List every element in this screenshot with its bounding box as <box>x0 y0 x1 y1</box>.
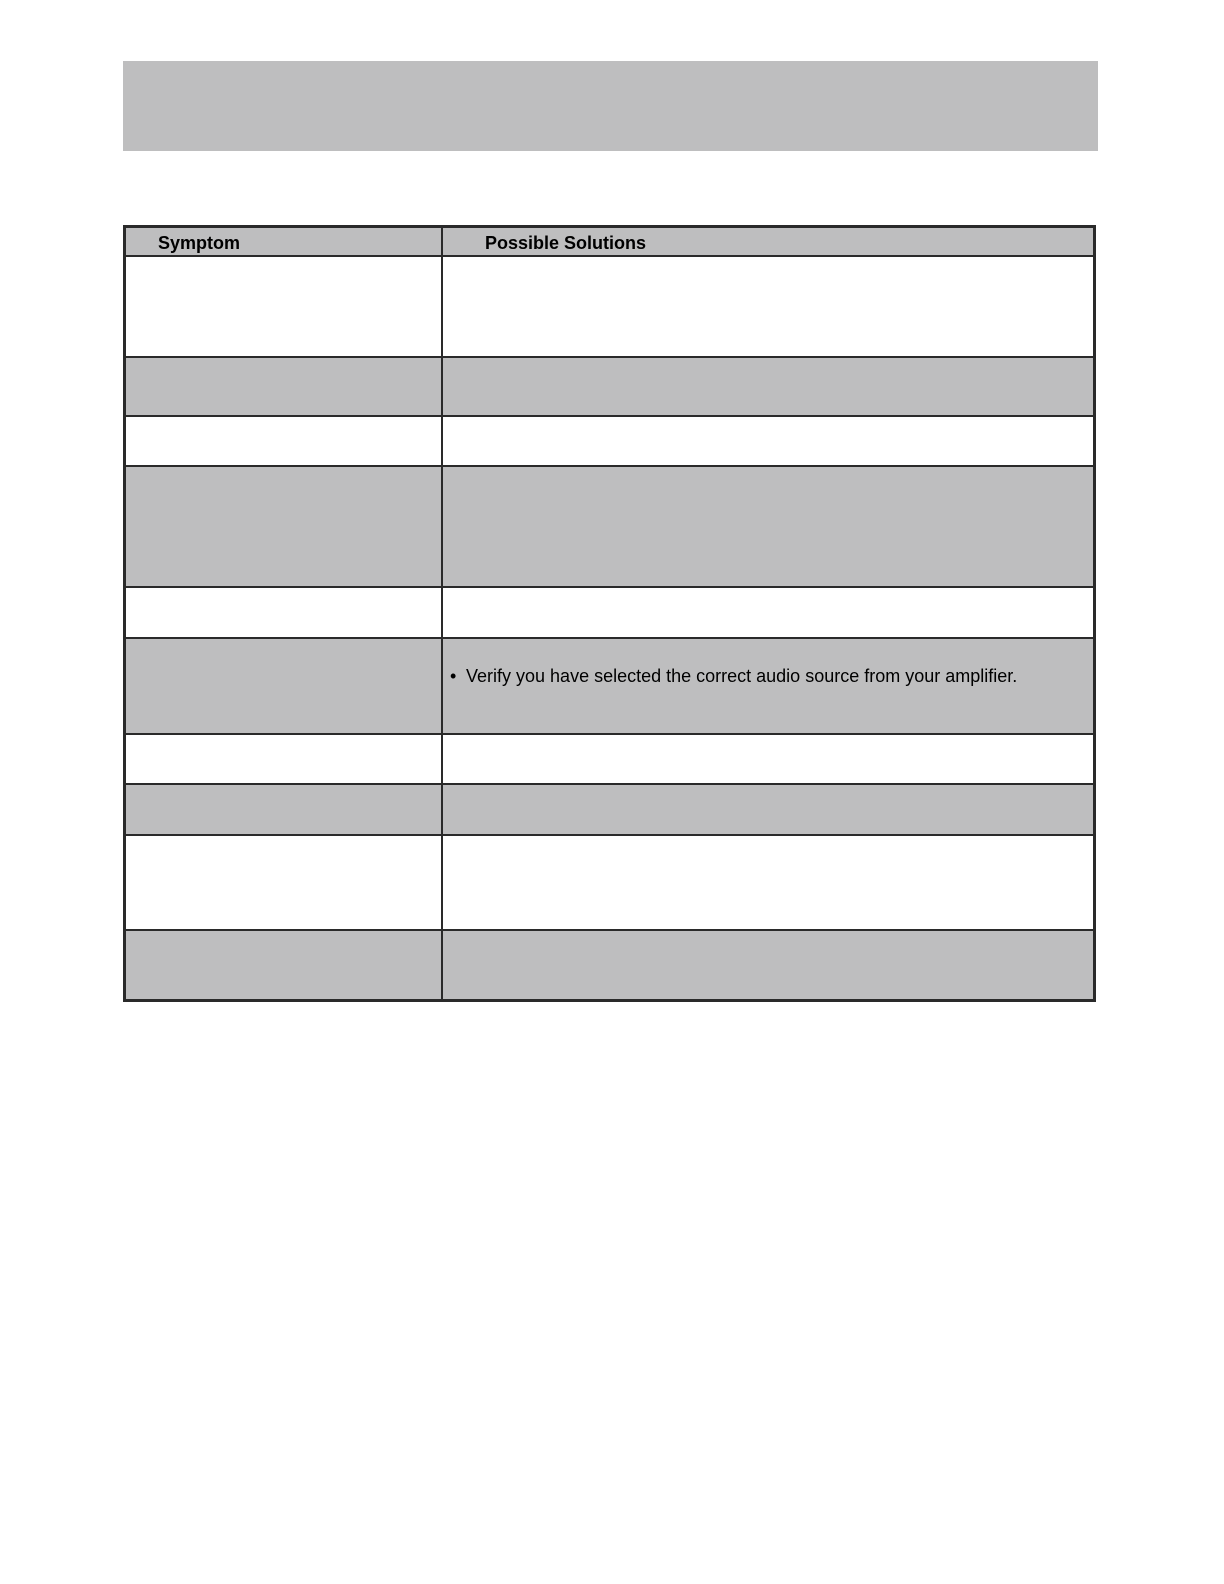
table-row <box>126 588 1093 639</box>
table-row <box>126 639 1093 735</box>
table-row <box>126 467 1093 588</box>
table-row <box>126 785 1093 836</box>
solution-cell <box>446 639 1085 733</box>
solutions-column-header: Possible Solutions <box>485 233 647 253</box>
table-header-row <box>126 228 1093 257</box>
table-row <box>126 836 1093 931</box>
table-row <box>126 417 1093 467</box>
header-banner <box>123 61 1098 151</box>
table-row <box>126 931 1093 999</box>
bullet-icon: • <box>450 666 457 686</box>
solution-bullet-item <box>450 665 1017 687</box>
table-row <box>126 358 1093 417</box>
table-row <box>126 735 1093 785</box>
solution-text: Verify you have selected the correct audio source from your amplifier. <box>466 666 1018 686</box>
table-row <box>126 257 1093 358</box>
troubleshooting-table <box>123 225 1096 1002</box>
column-divider <box>441 228 443 999</box>
symptom-column-header: Symptom <box>158 233 241 253</box>
